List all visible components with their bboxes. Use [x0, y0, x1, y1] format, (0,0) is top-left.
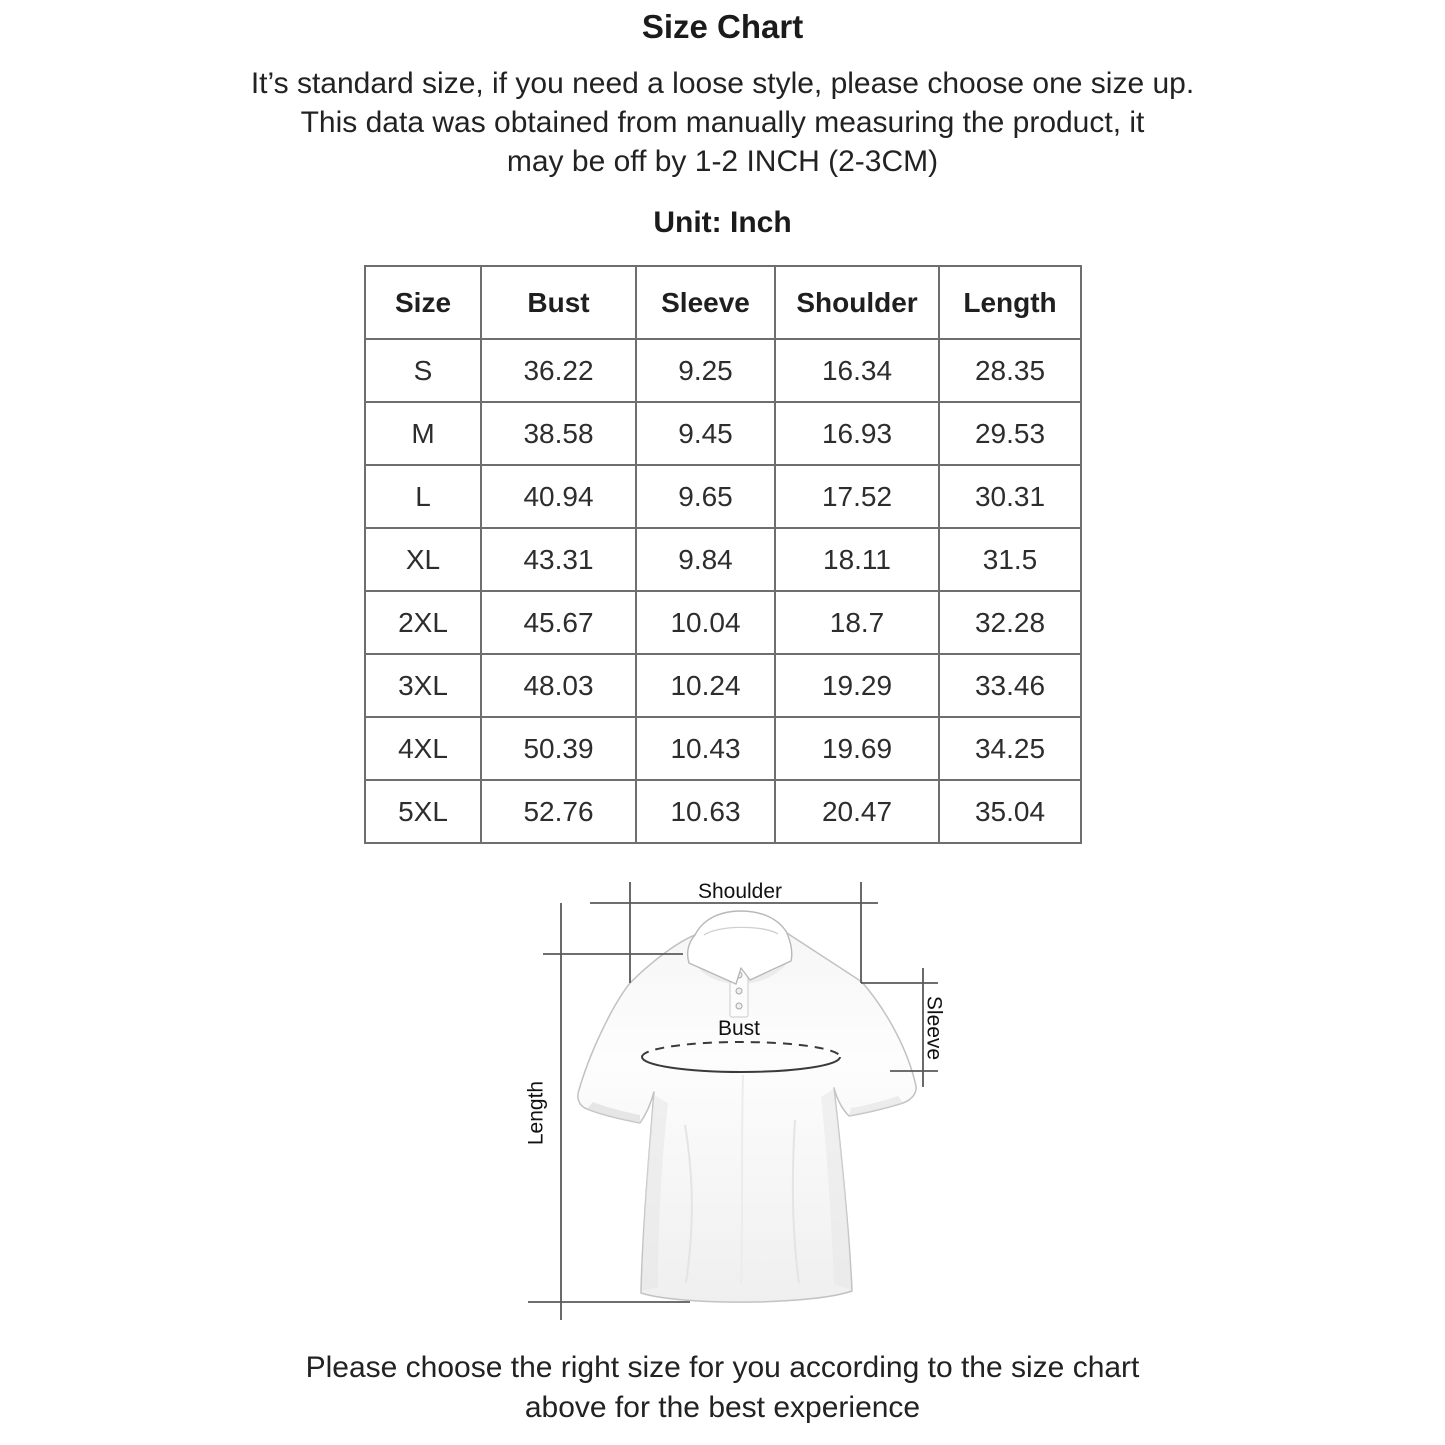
- measurement-cell: 9.25: [636, 339, 775, 402]
- measurement-diagram: [490, 865, 1130, 1335]
- table-row: [365, 402, 1081, 465]
- measurement-cell: 16.34: [775, 339, 939, 402]
- measurement-cell: 10.43: [636, 717, 775, 780]
- measurement-cell: 31.5: [939, 528, 1081, 591]
- unit-label: Unit: Inch: [653, 206, 792, 239]
- sleeve-label: Sleeve: [922, 995, 946, 1061]
- measurement-cell: 30.31: [939, 465, 1081, 528]
- placket-button: [736, 1003, 742, 1009]
- page-title: Size Chart: [641, 8, 804, 45]
- table-row: [365, 591, 1081, 654]
- table-row: [365, 780, 1081, 843]
- table-row: [365, 717, 1081, 780]
- footer-note-line: above for the best experience: [524, 1391, 921, 1424]
- measurement-cell: 40.94: [481, 465, 636, 528]
- shirt-body-group: [578, 911, 916, 1302]
- measurement-cell: 19.69: [775, 717, 939, 780]
- size-cell: XL: [365, 528, 481, 591]
- measurement-cell: 10.24: [636, 654, 775, 717]
- polo-shirt-illustration: [490, 865, 1130, 1335]
- measurement-cell: 43.31: [481, 528, 636, 591]
- size-note-line: It’s standard size, if you need a loose style, please choose one size up.: [250, 67, 1195, 100]
- measurement-cell: 38.58: [481, 402, 636, 465]
- measurement-cell: 32.28: [939, 591, 1081, 654]
- measurement-cell: 36.22: [481, 339, 636, 402]
- table-row: [365, 654, 1081, 717]
- table-header-row: [365, 266, 1081, 339]
- length-label: Length: [524, 1080, 548, 1146]
- size-cell: M: [365, 402, 481, 465]
- footer-note: [0, 1348, 1445, 1428]
- measurement-cell: 19.29: [775, 654, 939, 717]
- measurement-cell: 45.67: [481, 591, 636, 654]
- column-header-size: Size: [365, 266, 481, 339]
- measurement-cell: 48.03: [481, 654, 636, 717]
- size-cell: 5XL: [365, 780, 481, 843]
- measurement-cell: 9.45: [636, 402, 775, 465]
- measurement-cell: 18.11: [775, 528, 939, 591]
- measurement-cell: 29.53: [939, 402, 1081, 465]
- shoulder-label: Shoulder: [697, 880, 783, 903]
- size-cell: S: [365, 339, 481, 402]
- measurement-cell: 17.52: [775, 465, 939, 528]
- measurement-cell: 10.04: [636, 591, 775, 654]
- measurement-cell: 18.7: [775, 591, 939, 654]
- table-row: [365, 528, 1081, 591]
- size-table-body: [365, 339, 1081, 843]
- measurement-cell: 20.47: [775, 780, 939, 843]
- size-cell: 2XL: [365, 591, 481, 654]
- size-cell: 4XL: [365, 717, 481, 780]
- measurement-cell: 16.93: [775, 402, 939, 465]
- column-header-bust: Bust: [481, 266, 636, 339]
- bust-label: Bust: [717, 1017, 761, 1040]
- column-header-length: Length: [939, 266, 1081, 339]
- measurement-cell: 28.35: [939, 339, 1081, 402]
- measurement-cell: 10.63: [636, 780, 775, 843]
- size-table: [364, 265, 1082, 844]
- measurement-cell: 9.65: [636, 465, 775, 528]
- size-note-line: may be off by 1-2 INCH (2-3CM): [506, 145, 939, 178]
- measurement-cell: 9.84: [636, 528, 775, 591]
- measurement-cell: 33.46: [939, 654, 1081, 717]
- measurement-cell: 52.76: [481, 780, 636, 843]
- size-cell: L: [365, 465, 481, 528]
- measurement-cell: 35.04: [939, 780, 1081, 843]
- measurement-cell: 34.25: [939, 717, 1081, 780]
- column-header-sleeve: Sleeve: [636, 266, 775, 339]
- size-cell: 3XL: [365, 654, 481, 717]
- size-note-line: This data was obtained from manually measuring the product, it: [300, 106, 1145, 139]
- footer-note-line: Please choose the right size for you according to the size chart: [305, 1351, 1140, 1384]
- table-row: [365, 339, 1081, 402]
- measurement-cell: 50.39: [481, 717, 636, 780]
- table-row: [365, 465, 1081, 528]
- column-header-shoulder: Shoulder: [775, 266, 939, 339]
- placket-button: [736, 988, 742, 994]
- size-note: [0, 64, 1445, 181]
- size-table-header: [365, 266, 1081, 339]
